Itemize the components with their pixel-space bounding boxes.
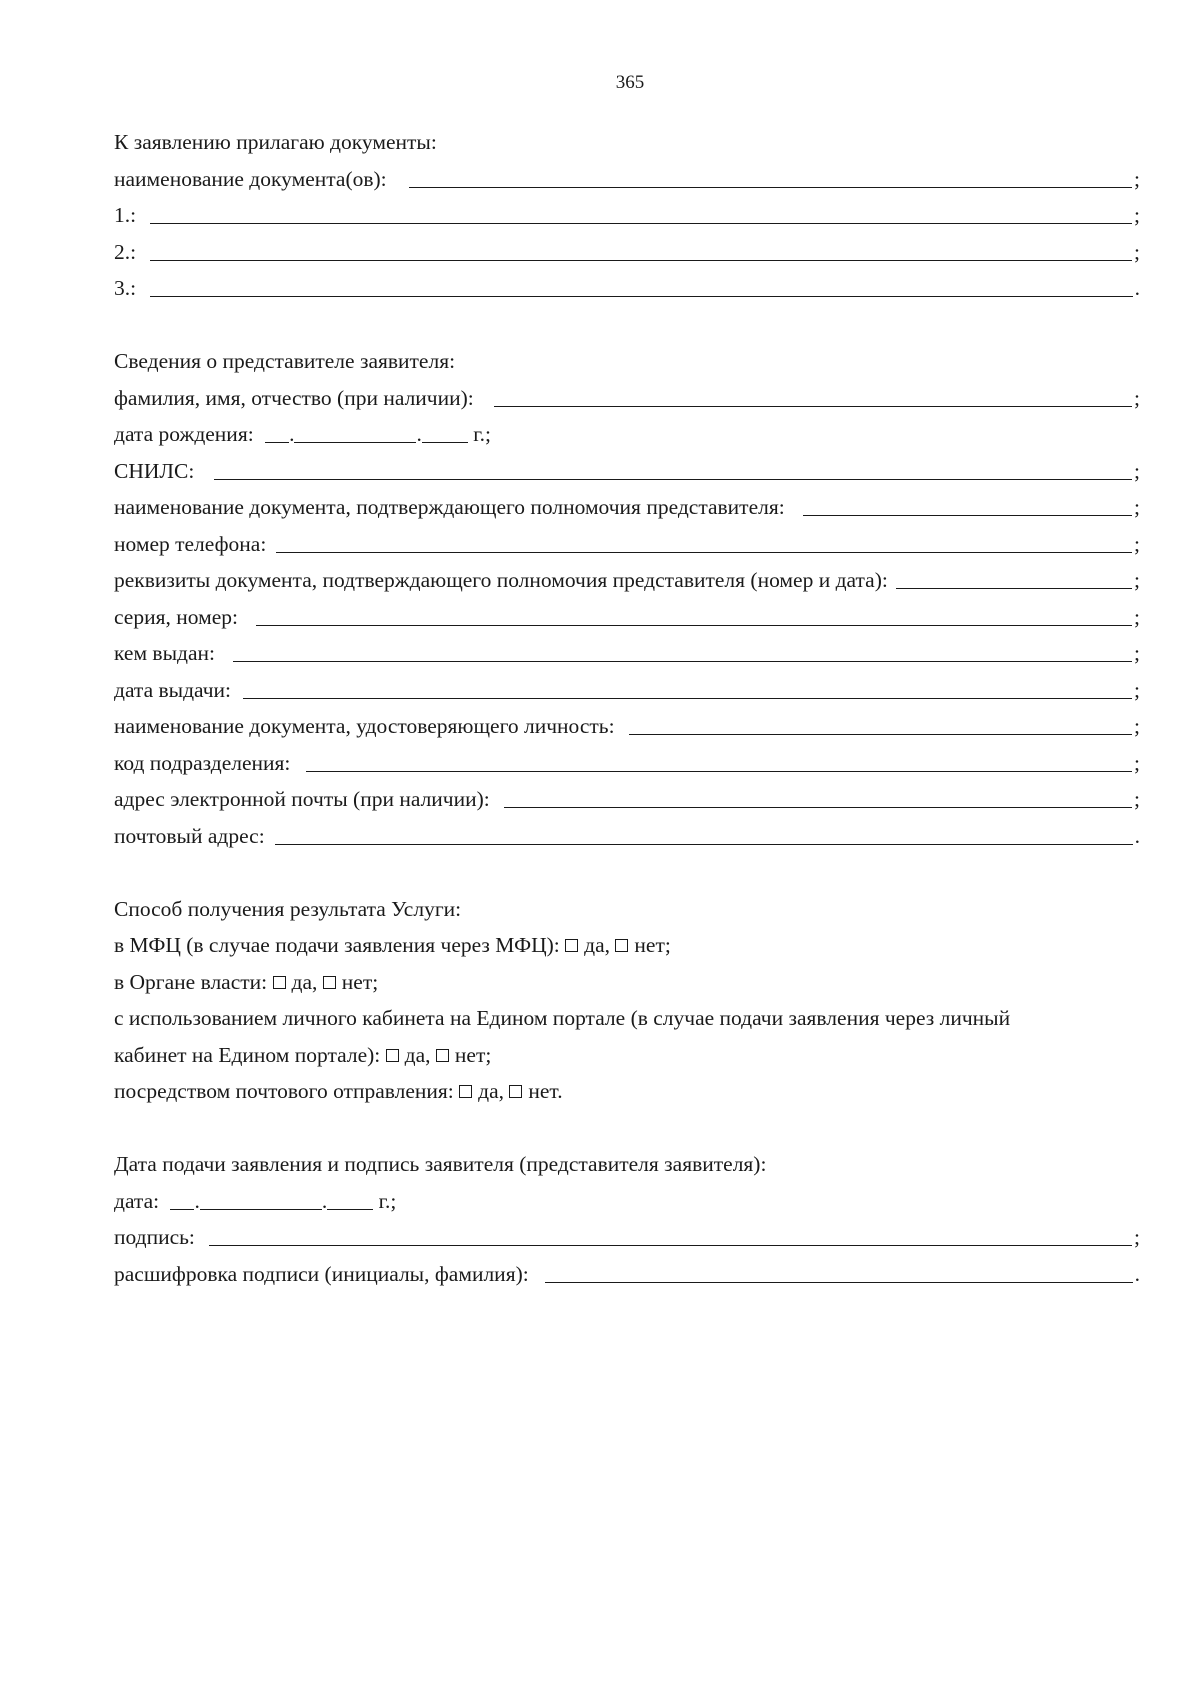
signature-row: подпись: ; <box>114 1219 1140 1256</box>
identity-document-name-row: наименование документа, удостоверяющего личность: ; <box>114 708 1140 745</box>
signature-decoding-field[interactable] <box>545 1282 1133 1283</box>
phone-field[interactable] <box>276 552 1132 553</box>
submission-date-row: дата: . . г.; <box>114 1188 397 1213</box>
result-portal-row: кабинет на Едином портале): да, нет; <box>114 1042 492 1067</box>
division-code-row: код подразделения: ; <box>114 745 1140 782</box>
attachment-row-2: 2.: ; <box>114 234 1140 271</box>
authority-document-name-field[interactable] <box>803 515 1132 516</box>
field-label: 3.: <box>114 276 137 300</box>
field-label: код подразделения: <box>114 750 291 775</box>
signature-heading: Дата подачи заявления и подпись заявителя (представителя заявителя): <box>114 1152 767 1176</box>
field-label: наименование документа, подтверждающего полномочия представителя: <box>114 495 785 519</box>
field-label: 2.: <box>114 239 137 264</box>
field-label: серия, номер: <box>114 604 238 629</box>
signature-decoding-row: расшифровка подписи (инициалы, фамилия): . <box>114 1256 1140 1293</box>
issued-by-row: кем выдан: ; <box>114 635 1140 672</box>
result-post-row: посредством почтового отправления: да, нет. <box>114 1079 563 1103</box>
field-label: наименование документа(ов): <box>114 166 387 191</box>
issue-date-field[interactable] <box>243 698 1132 699</box>
field-label: дата рождения: <box>114 422 254 446</box>
representative-birth-date-row: дата рождения: . . г.; <box>114 422 491 446</box>
field-label: кем выдан: <box>114 641 215 665</box>
field-label: дата: <box>114 1188 160 1213</box>
snils-field[interactable] <box>214 479 1132 480</box>
identity-document-name-field[interactable] <box>629 734 1132 735</box>
email-field[interactable] <box>504 807 1132 808</box>
representative-heading: Сведения о представителе заявителя: <box>114 349 456 373</box>
representative-fio-row: фамилия, имя, отчество (при наличии): ; <box>114 380 1140 417</box>
postal-address-row: почтовый адрес: . <box>114 818 1140 855</box>
organ-no-checkbox[interactable] <box>323 976 336 989</box>
application-form <box>114 124 1140 1292</box>
attachments-heading: К заявлению прилагаю документы: <box>114 130 437 154</box>
authority-document-details-row: реквизиты документа, подтверждающего полномочия представителя (номер и дата): ; <box>114 562 1140 599</box>
field-label: расшифровка подписи (инициалы, фамилия): <box>114 1261 529 1286</box>
division-code-field[interactable] <box>306 771 1132 772</box>
submission-year-field[interactable] <box>327 1191 373 1210</box>
attachments-names-field[interactable] <box>409 187 1132 188</box>
result-mfc-row: в МФЦ (в случае подачи заявления через МФЦ): да, нет; <box>114 933 671 957</box>
submission-month-field[interactable] <box>200 1191 322 1210</box>
mfc-no-checkbox[interactable] <box>615 939 628 952</box>
issue-date-row: дата выдачи: ; <box>114 672 1140 709</box>
field-label: СНИЛС: <box>114 458 195 483</box>
attachment-1-field[interactable] <box>150 223 1132 224</box>
email-row: адрес электронной почты (при наличии): ; <box>114 781 1140 818</box>
field-label: реквизиты документа, подтверждающего полномочия представителя (номер и дата): <box>114 568 888 592</box>
result-portal-text: с использованием личного кабинета на Едином портале (в случае подачи заявления через личный <box>114 1006 1011 1030</box>
field-label: наименование документа, удостоверяющего личность: <box>114 714 615 738</box>
field-label: номер телефона: <box>114 531 267 556</box>
field-label: подпись: <box>114 1225 195 1249</box>
attachments-names-row: наименование документа(ов): ; <box>114 161 1140 198</box>
result-method-heading: Способ получения результата Услуги: <box>114 896 462 921</box>
postal-address-field[interactable] <box>275 844 1133 845</box>
field-label: почтовый адрес: <box>114 823 265 848</box>
phone-row: номер телефона: ; <box>114 526 1140 563</box>
submission-day-field[interactable] <box>170 1191 194 1210</box>
representative-snils-row: СНИЛС: ; <box>114 453 1140 490</box>
mfc-yes-checkbox[interactable] <box>565 939 578 952</box>
attachment-2-field[interactable] <box>150 260 1132 261</box>
birth-month-field[interactable] <box>294 424 416 443</box>
issued-by-field[interactable] <box>233 661 1132 662</box>
post-yes-checkbox[interactable] <box>459 1085 472 1098</box>
attachment-3-field[interactable] <box>150 296 1133 297</box>
attachment-row-1: 1.: ; <box>114 197 1140 234</box>
portal-no-checkbox[interactable] <box>436 1049 449 1062</box>
field-label: адрес электронной почты (при наличии): <box>114 787 490 811</box>
birth-year-field[interactable] <box>422 424 468 443</box>
attachment-row-3: 3.: . <box>114 270 1140 307</box>
field-label: 1.: <box>114 203 137 227</box>
post-no-checkbox[interactable] <box>509 1085 522 1098</box>
representative-fio-field[interactable] <box>494 406 1132 407</box>
page-number: 365 <box>615 72 645 93</box>
series-number-field[interactable] <box>256 625 1132 626</box>
authority-document-details-field[interactable] <box>896 588 1132 589</box>
series-number-row: серия, номер: ; <box>114 599 1140 636</box>
field-label: дата выдачи: <box>114 677 232 702</box>
signature-field[interactable] <box>209 1245 1132 1246</box>
result-organ-row: в Органе власти: да, нет; <box>114 969 379 994</box>
portal-yes-checkbox[interactable] <box>386 1049 399 1062</box>
authority-document-name-row: наименование документа, подтверждающего полномочия представителя: ; <box>114 489 1140 526</box>
birth-day-field[interactable] <box>265 424 289 443</box>
field-label: фамилия, имя, отчество (при наличии): <box>114 385 474 410</box>
organ-yes-checkbox[interactable] <box>273 976 286 989</box>
